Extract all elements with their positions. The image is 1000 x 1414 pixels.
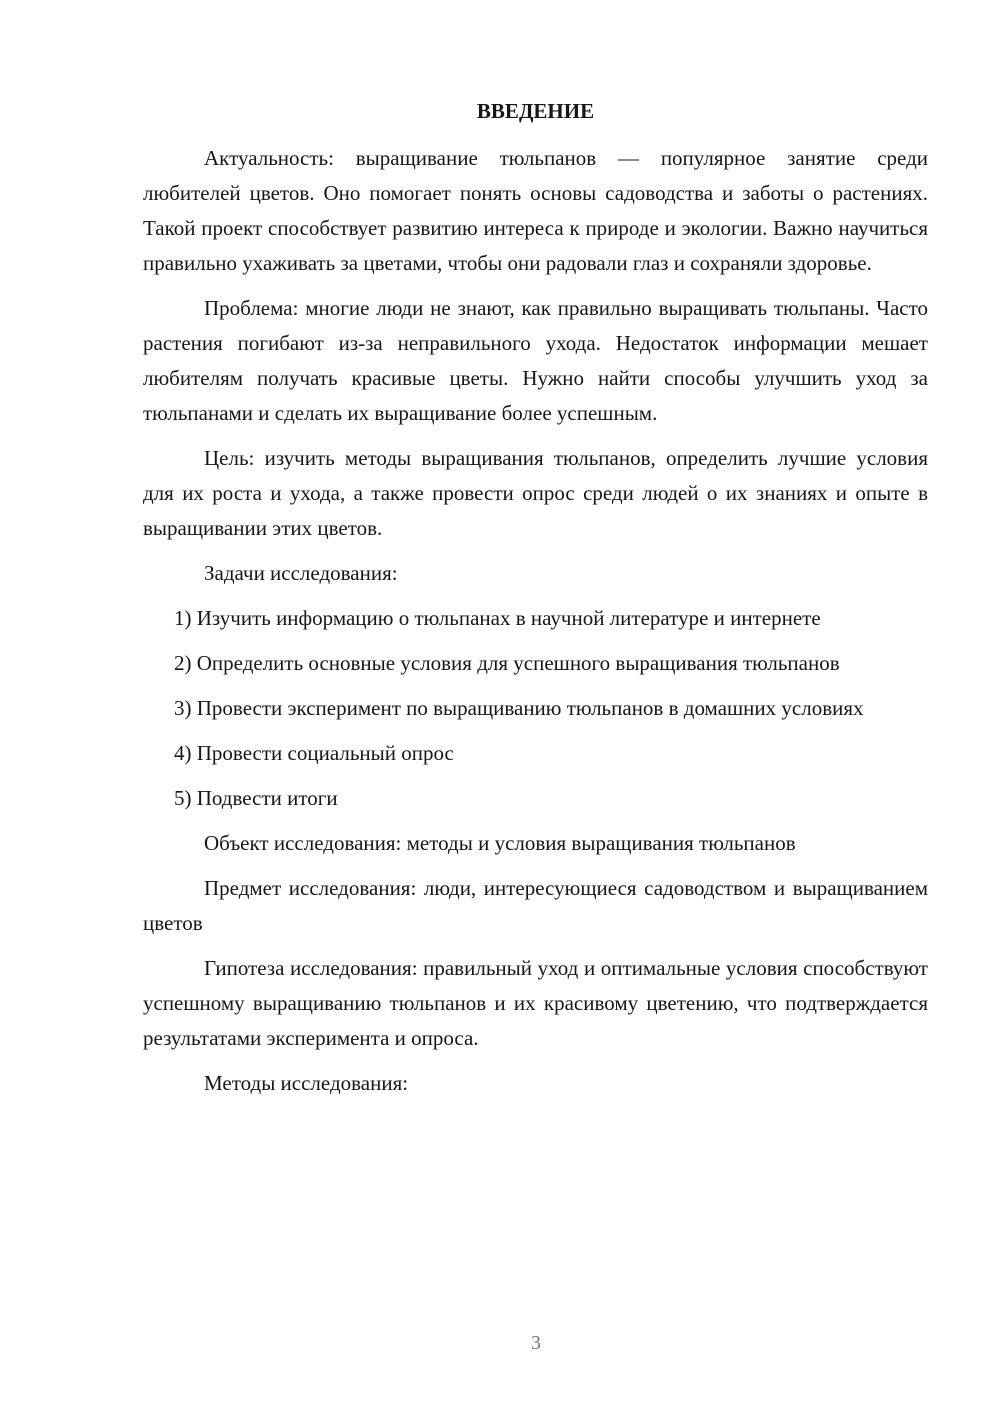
tasks-heading: Задачи исследования: [204, 561, 398, 585]
task-item-4: 4) Провести социальный опрос [174, 741, 454, 765]
problem-paragraph: Проблема: многие люди не знают, как правильно выращивать тюльпаны. Часто растения погибают из-за неправильного ухода. Недостаток информации мешает любителям получать красивые цветы. Нужно найти способы улучшить уход за тюльпанами и сделать их выращивание более успешным. [143, 296, 928, 425]
page-content [143, 94, 928, 1111]
task-item-5: 5) Подвести итоги [174, 786, 338, 810]
methods-heading: Методы исследования: [204, 1071, 409, 1095]
task-item-2: 2) Определить основные условия для успешного выращивания тюльпанов [174, 651, 840, 675]
section-heading: ВВЕДЕНИЕ [476, 99, 595, 123]
goal-paragraph: Цель: изучить методы выращивания тюльпанов, определить лучшие условия для их роста и ухода, а также провести опрос среди людей о их знаниях и опыте в выращивании этих цветов. [143, 446, 928, 540]
relevance-paragraph: Актуальность: выращивание тюльпанов — популярное занятие среди любителей цветов. Оно помогает понять основы садоводства и заботы о растениях. Такой проект способствует развитию интереса к природе и экологии. Важно научиться правильно ухаживать за цветами, чтобы они радовали глаз и сохраняли здоровье. [143, 146, 928, 275]
subject-paragraph: Предмет исследования: люди, интересующиеся садоводством и выращиванием цветов [143, 876, 928, 935]
task-item-3: 3) Провести эксперимент по выращиванию тюльпанов в домашних условиях [174, 696, 864, 720]
hypothesis-paragraph: Гипотеза исследования: правильный уход и оптимальные условия способствуют успешному выращиванию тюльпанов и их красивому цветению, что подтверждается результатами эксперимента и опроса. [143, 956, 928, 1050]
task-item-1: 1) Изучить информацию о тюльпанах в научной литературе и интернете [174, 606, 821, 630]
page-number: 3 [531, 1332, 541, 1354]
object-paragraph: Объект исследования: методы и условия выращивания тюльпанов [204, 831, 796, 855]
